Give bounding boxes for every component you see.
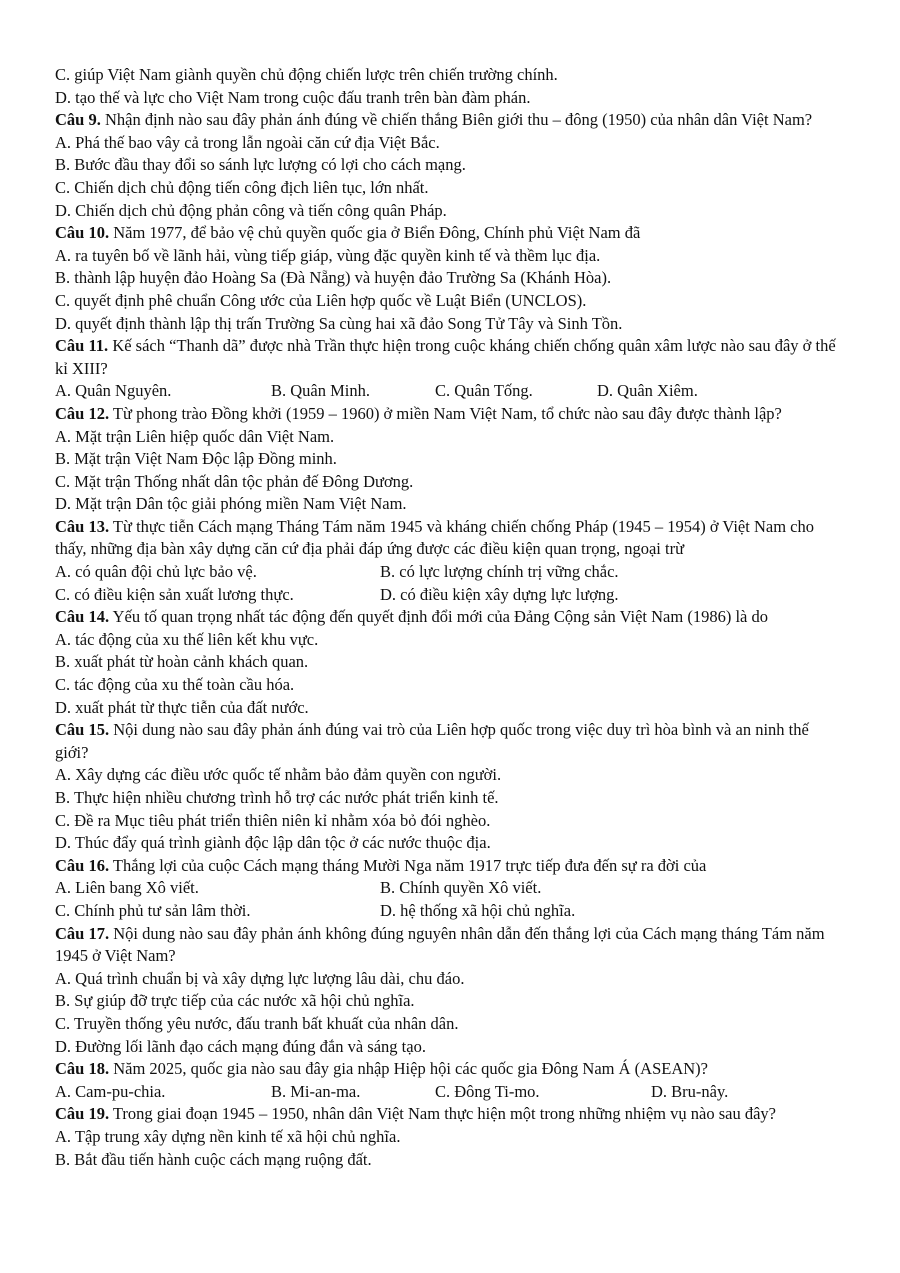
- question-text: Năm 2025, quốc gia nào sau đây gia nhập Hiệp hội các quốc gia Đông Nam Á (ASEAN)?: [109, 1059, 708, 1079]
- option-a: A. Phá thế bao vây cả trong lẫn ngoài căn cứ địa Việt Bắc.: [55, 132, 440, 152]
- question-number: Câu 19.: [55, 1104, 110, 1124]
- question-text: Kế sách “Thanh dã” được nhà Trần thực hiện trong cuộc kháng chiến chống quân xâm lược nào sau đây ở thế kỉ XIII?: [55, 336, 836, 378]
- exam-page: [55, 64, 845, 1171]
- option-a: A. Quân Nguyên.: [55, 381, 172, 401]
- option-a: A. ra tuyên bố về lãnh hải, vùng tiếp giáp, vùng đặc quyền kinh tế và thềm lục địa.: [55, 245, 601, 265]
- question-stem: [55, 109, 845, 132]
- question-11: [55, 335, 845, 403]
- question-stem: [55, 516, 845, 561]
- question-number: Câu 13.: [55, 516, 110, 536]
- option-b: B. Bắt đầu tiến hành cuộc cách mạng ruộng đất.: [55, 1149, 372, 1169]
- option-b: B. xuất phát từ hoàn cảnh khách quan.: [55, 652, 309, 672]
- question-stem: [55, 1103, 845, 1126]
- option-b: B. có lực lượng chính trị vững chắc.: [380, 562, 619, 582]
- option-b: B. thành lập huyện đảo Hoàng Sa (Đà Nẵng) và huyện đảo Trường Sa (Khánh Hòa).: [55, 268, 612, 288]
- option-c: C. Truyền thống yêu nước, đấu tranh bất khuất của nhân dân.: [55, 1013, 459, 1033]
- option-c: C. tác động của xu thế toàn cầu hóa.: [55, 675, 295, 695]
- option-a: A. Quá trình chuẩn bị và xây dựng lực lượng lâu dài, chu đáo.: [55, 968, 465, 988]
- question-number: Câu 17.: [55, 923, 110, 943]
- question-14: [55, 606, 845, 719]
- question-text: Thắng lợi của cuộc Cách mạng tháng Mười Nga năm 1917 trực tiếp đưa đến sự ra đời của: [109, 855, 707, 875]
- carryover-options: [55, 64, 845, 109]
- question-number: Câu 16.: [55, 855, 110, 875]
- option-c: C. Mặt trận Thống nhất dân tộc phản đế Đông Dương.: [55, 471, 414, 491]
- option-b: B. Mặt trận Việt Nam Độc lập Đồng minh.: [55, 449, 337, 469]
- question-9: [55, 109, 845, 222]
- question-stem: [55, 335, 845, 380]
- question-text: Từ phong trào Đồng khởi (1959 – 1960) ở miền Nam Việt Nam, tổ chức nào sau đây được thành lập?: [109, 403, 782, 423]
- question-16: [55, 855, 845, 923]
- question-text: Trong giai đoạn 1945 – 1950, nhân dân Việt Nam thực hiện một trong những nhiệm vụ nào sau đây?: [109, 1104, 776, 1124]
- option-a: A. Tập trung xây dựng nền kinh tế xã hội chủ nghĩa.: [55, 1126, 401, 1146]
- option-d: D. Mặt trận Dân tộc giải phóng miền Nam Việt Nam.: [55, 494, 407, 514]
- question-number: Câu 11.: [55, 336, 109, 356]
- option-d: D. tạo thế và lực cho Việt Nam trong cuộc đấu tranh trên bàn đàm phán.: [55, 87, 531, 107]
- option-d: D. Bru-nây.: [651, 1081, 729, 1101]
- option-c: C. có điều kiện sản xuất lương thực.: [55, 584, 294, 604]
- question-19: [55, 1103, 845, 1171]
- question-stem: [55, 606, 845, 629]
- option-d: D. quyết định thành lập thị trấn Trường Sa cùng hai xã đảo Song Tử Tây và Sinh Tồn.: [55, 313, 623, 333]
- question-number: Câu 10.: [55, 223, 110, 243]
- question-text: Nội dung nào sau đây phản ánh đúng vai trò của Liên hợp quốc trong việc duy trì hòa bình và an ninh thế giới?: [55, 720, 809, 762]
- question-text: Từ thực tiễn Cách mạng Tháng Tám năm 1945 và kháng chiến chống Pháp (1945 – 1954) ở Việt Nam cho thấy, những địa bàn xây dựng căn cứ địa phải đáp ứng được các điều kiện quan trọng, ngoại trừ: [55, 516, 814, 559]
- question-stem: [55, 719, 845, 764]
- option-b: B. Sự giúp đỡ trực tiếp của các nước xã hội chủ nghĩa.: [55, 991, 415, 1011]
- question-text: Nhận định nào sau đây phản ánh đúng về chiến thắng Biên giới thu – đông (1950) của nhân dân Việt Nam?: [100, 110, 813, 130]
- option-d: D. xuất phát từ thực tiễn của đất nước.: [55, 697, 309, 717]
- option-b: B. Chính quyền Xô viết.: [380, 878, 542, 898]
- option-c: C. Đông Ti-mo.: [435, 1081, 540, 1101]
- option-c: C. quyết định phê chuẩn Công ước của Liên hợp quốc về Luật Biển (UNCLOS).: [55, 290, 587, 310]
- options-row: [55, 584, 845, 607]
- question-stem: [55, 403, 845, 426]
- question-18: [55, 1058, 845, 1103]
- option-d: D. Quân Xiêm.: [597, 381, 698, 401]
- option-b: B. Bước đầu thay đổi so sánh lực lượng có lợi cho cách mạng.: [55, 155, 466, 175]
- options-row: [55, 1081, 845, 1104]
- option-c: C. giúp Việt Nam giành quyền chủ động chiến lược trên chiến trường chính.: [55, 65, 558, 84]
- question-12: [55, 403, 845, 516]
- option-d: D. Đường lối lãnh đạo cách mạng đúng đắn và sáng tạo.: [55, 1036, 426, 1056]
- option-b: B. Mi-an-ma.: [271, 1081, 361, 1101]
- options-row: [55, 561, 845, 584]
- option-b: B. Quân Minh.: [271, 381, 370, 401]
- question-15: [55, 719, 845, 855]
- question-stem: [55, 222, 845, 245]
- question-17: [55, 923, 845, 1059]
- options-row: [55, 877, 845, 900]
- option-c: C. Quân Tống.: [435, 381, 533, 401]
- question-stem: [55, 855, 845, 878]
- question-number: Câu 18.: [55, 1059, 110, 1079]
- option-c: C. Chính phủ tư sản lâm thời.: [55, 900, 251, 920]
- question-number: Câu 15.: [55, 720, 110, 740]
- question-number: Câu 9.: [55, 110, 101, 130]
- option-a: A. Liên bang Xô viết.: [55, 878, 199, 898]
- option-d: D. Chiến dịch chủ động phản công và tiến công quân Pháp.: [55, 200, 447, 220]
- option-a: A. Xây dựng các điều ước quốc tế nhằm bảo đảm quyền con người.: [55, 765, 502, 785]
- question-number: Câu 14.: [55, 607, 110, 627]
- option-a: A. tác động của xu thế liên kết khu vực.: [55, 629, 319, 649]
- question-stem: [55, 1058, 845, 1081]
- option-c: C. Chiến dịch chủ động tiến công địch liên tục, lớn nhất.: [55, 177, 429, 197]
- question-stem: [55, 923, 845, 968]
- option-a: A. Mặt trận Liên hiệp quốc dân Việt Nam.: [55, 426, 335, 446]
- option-b: B. Thực hiện nhiều chương trình hỗ trợ các nước phát triển kinh tế.: [55, 788, 499, 807]
- question-number: Câu 12.: [55, 403, 110, 423]
- question-text: Yếu tố quan trọng nhất tác động đến quyết định đổi mới của Đảng Cộng sản Việt Nam (1986) là do: [109, 607, 768, 627]
- option-d: D. hệ thống xã hội chủ nghĩa.: [380, 900, 576, 920]
- option-d: D. có điều kiện xây dựng lực lượng.: [380, 584, 619, 604]
- option-c: C. Đề ra Mục tiêu phát triển thiên niên kỉ nhằm xóa bỏ đói nghèo.: [55, 810, 491, 830]
- question-13: [55, 516, 845, 606]
- options-row: [55, 900, 845, 923]
- question-text: Năm 1977, để bảo vệ chủ quyền quốc gia ở Biển Đông, Chính phủ Việt Nam đã: [109, 223, 641, 243]
- question-text: Nội dung nào sau đây phản ánh không đúng nguyên nhân dẫn đến thắng lợi của Cách mạng tháng Tám năm 1945 ở Việt Nam?: [55, 923, 825, 966]
- option-d: D. Thúc đẩy quá trình giành độc lập dân tộc ở các nước thuộc địa.: [55, 833, 491, 853]
- options-row: [55, 380, 845, 403]
- option-a: A. có quân đội chủ lực bảo vệ.: [55, 562, 257, 582]
- question-10: [55, 222, 845, 335]
- option-a: A. Cam-pu-chia.: [55, 1081, 166, 1101]
